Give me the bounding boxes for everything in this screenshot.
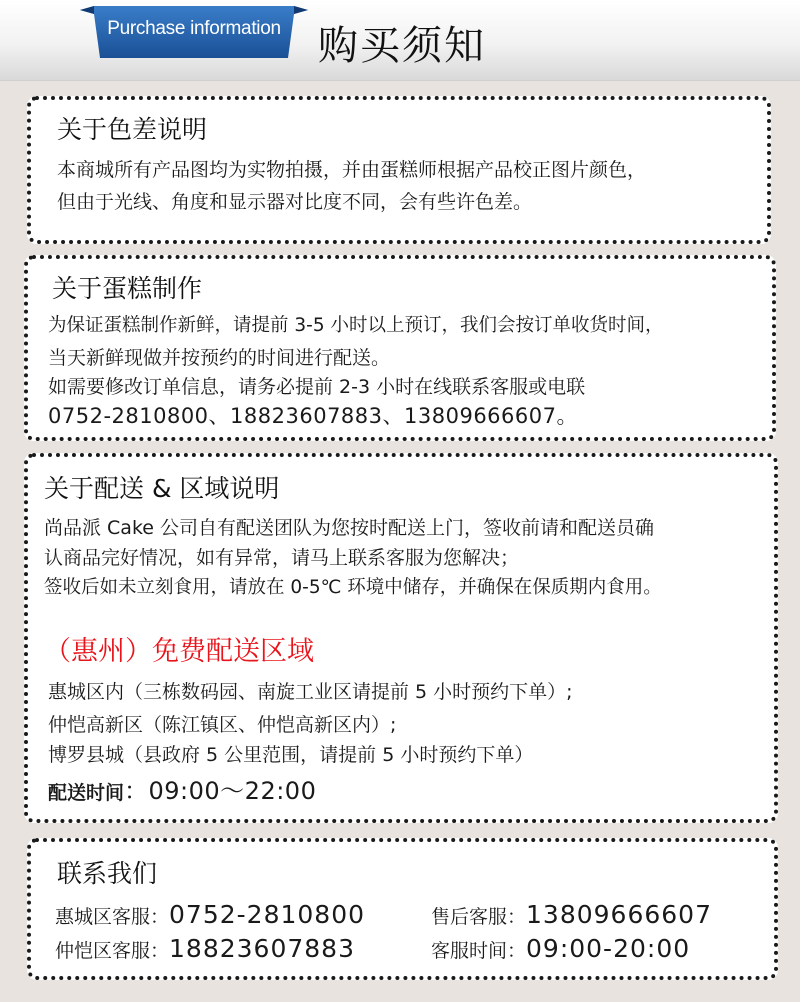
contact-value: 09:00-20:00 xyxy=(526,934,691,963)
contact-label: 售后客服： xyxy=(431,906,527,928)
text-line: 尚品派 Cake 公司自有配送团队为您按时配送上门，签收前请和配送员确 xyxy=(44,517,655,539)
section-heading: 联系我们 xyxy=(57,859,158,888)
section-heading: 关于色差说明 xyxy=(57,115,208,144)
contact-item-aftersales xyxy=(431,900,712,929)
contact-label: 惠城区客服： xyxy=(55,906,170,928)
contact-item-huicheng xyxy=(55,900,365,929)
delivery-time-value: ：09:00～22:00 xyxy=(124,777,317,805)
cake-making-section xyxy=(24,255,776,441)
text-line: 但由于光线、角度和显示器对比度不同，会有些许色差。 xyxy=(57,191,533,213)
delivery-time-label: 配送时间 xyxy=(48,782,125,804)
text-line: 如需要修改订单信息，请务必提前 2-3 小时在线联系客服或电联 xyxy=(48,376,586,398)
delivery-section xyxy=(24,453,778,823)
section-heading: 关于蛋糕制作 xyxy=(52,274,203,303)
text-line: 为保证蛋糕制作新鲜，请提前 3-5 小时以上预订，我们会按订单收货时间， xyxy=(48,315,664,336)
ribbon-text: Purchase information xyxy=(107,18,281,39)
zone-item: 博罗县城（县政府 5 公里范围，请提前 5 小时预约下单） xyxy=(48,744,534,766)
contact-label: 客服时间： xyxy=(431,940,527,962)
zone-item: 惠城区内（三栋数码园、南旋工业区请提前 5 小时预约下单）; xyxy=(48,681,573,703)
text-line: 认商品完好情况，如有异常，请马上联系客服为您解决； xyxy=(44,547,520,569)
contact-item-hours xyxy=(431,934,690,963)
contact-section xyxy=(27,838,778,980)
contact-value: 18823607883 xyxy=(169,934,355,963)
contact-value: 0752-2810800 xyxy=(169,900,365,929)
zone-item: 仲恺高新区（陈江镇区、仲恺高新区内）; xyxy=(48,714,397,736)
free-zone-title: （惠州）免费配送区域 xyxy=(44,636,314,667)
phone-numbers: 0752-2810800、18823607883、13809666607。 xyxy=(48,404,578,428)
text-line: 签收后如未立刻食用，请放在 0-5℃ 环境中储存，并确保在保质期内食用。 xyxy=(44,577,662,598)
color-difference-section xyxy=(27,96,771,244)
page-title: 购买须知 xyxy=(318,23,486,69)
text-line: 本商城所有产品图均为实物拍摄，并由蛋糕师根据产品校正图片颜色， xyxy=(57,159,647,181)
text-line: 当天新鲜现做并按预约的时间进行配送。 xyxy=(48,347,391,369)
section-heading: 关于配送 & 区域说明 xyxy=(44,474,280,503)
delivery-time xyxy=(48,771,316,806)
contact-item-zhongkai xyxy=(55,934,355,963)
page-header xyxy=(0,0,800,81)
contact-value: 13809666607 xyxy=(526,900,712,929)
contact-label: 仲恺区客服： xyxy=(55,940,170,962)
